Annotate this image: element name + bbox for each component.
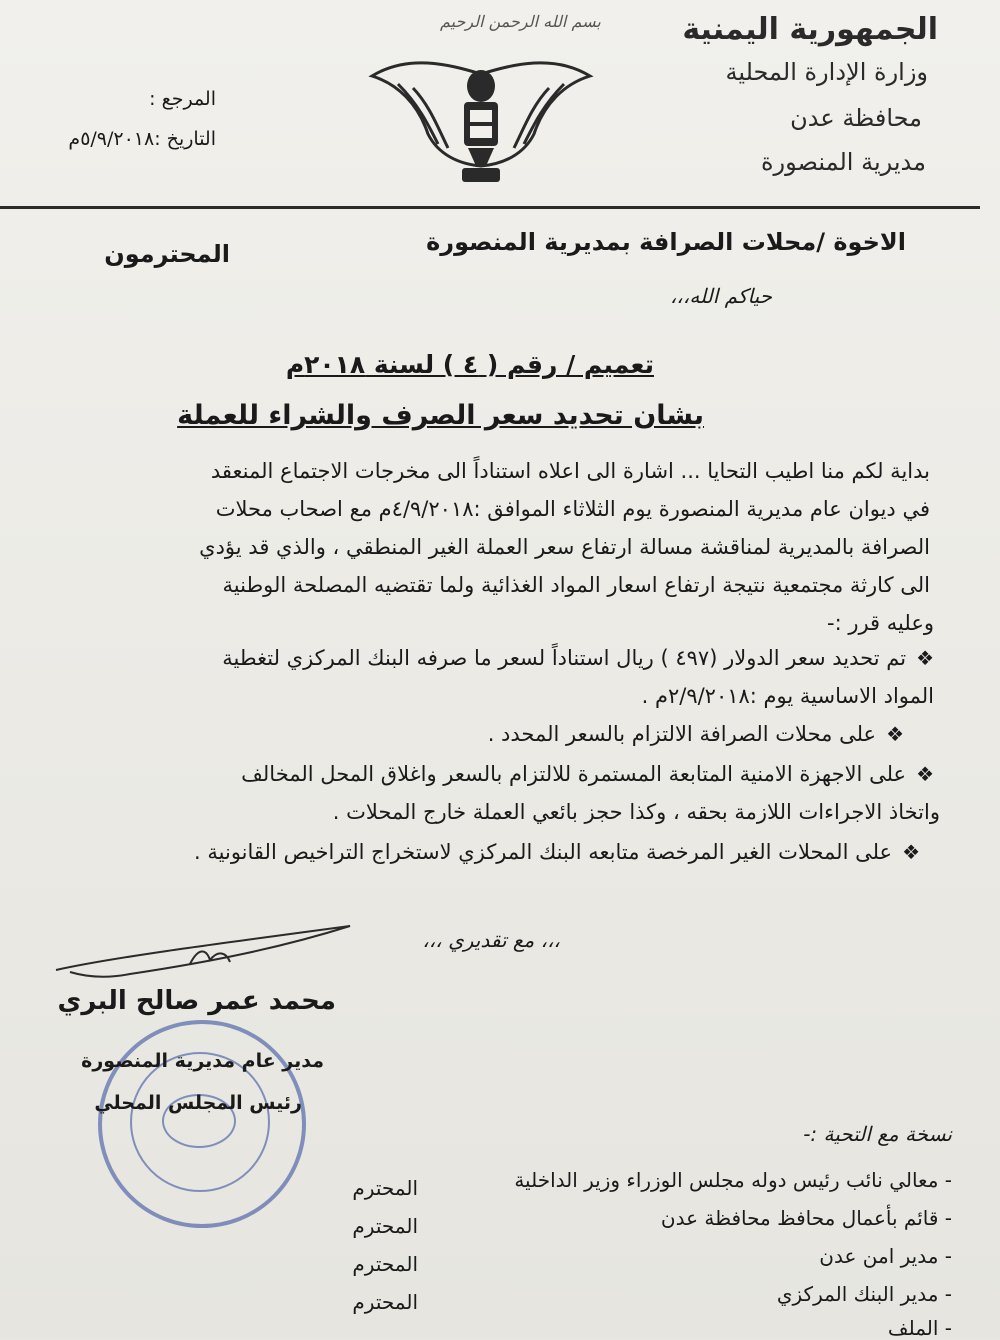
closing: ،،، مع تقديري ،،، bbox=[422, 928, 560, 952]
circular-subject: بشان تحديد سعر الصرف والشراء للعملة bbox=[177, 400, 704, 431]
signatory-title-2: رئيس المجلس المحلي bbox=[94, 1092, 302, 1114]
body-line-5: وعليه قرر :- bbox=[827, 611, 934, 635]
body-line-4: الى كارثة مجتمعية نتيجة ارتفاع اسعار المواد الغذائية ولما تقتضيه المصلحة الوطنية bbox=[222, 573, 930, 597]
district-name: مديرية المنصورة bbox=[760, 148, 926, 176]
bullet-diamond-icon: ❖ bbox=[916, 762, 934, 786]
country-name: الجمهورية اليمنية bbox=[682, 12, 938, 47]
ministry-name: وزارة الإدارة المحلية bbox=[725, 58, 928, 86]
cc-row-2-honorific: المحترم bbox=[352, 1214, 418, 1238]
addressee-honorific: المحترمون bbox=[104, 240, 230, 268]
addressee: الاخوة /محلات الصرافة بمديرية المنصورة bbox=[426, 228, 906, 256]
eagle-emblem-icon bbox=[368, 44, 594, 194]
cc-title: نسخة مع التحية :- bbox=[803, 1122, 952, 1146]
cc-row-2: - قائم بأعمال محافظ محافظة عدن bbox=[660, 1206, 952, 1230]
cc-row-4-honorific: المحترم bbox=[352, 1290, 418, 1314]
bullet-diamond-icon: ❖ bbox=[902, 840, 920, 864]
basmala: بسم الله الرحمن الرحيم bbox=[440, 12, 601, 31]
cc-row-3-honorific: المحترم bbox=[352, 1252, 418, 1276]
decision-1: ❖تم تحديد سعر الدولار (٤٩٧ ) ريال استناداً لسعر ما صرفه البنك المركزي لتغطية bbox=[222, 646, 934, 670]
bullet-diamond-icon: ❖ bbox=[886, 722, 904, 746]
handwritten-signature-icon bbox=[50, 918, 370, 988]
bullet-diamond-icon: ❖ bbox=[916, 646, 934, 670]
cc-row-4: - مدير البنك المركزي bbox=[776, 1282, 952, 1306]
greeting: حياكم الله،،، bbox=[669, 284, 772, 308]
date-label: التاريخ :٥/٩/٢٠١٨م bbox=[68, 128, 216, 150]
header-divider bbox=[0, 206, 980, 209]
body-line-3: الصرافة بالمديرية لمناقشة مسالة ارتفاع سعر العملة الغير المنطقي ، والذي قد يؤدي bbox=[199, 535, 930, 559]
decision-4: ❖على المحلات الغير المرخصة متابعه البنك المركزي لاستخراج التراخيص القانونية . bbox=[194, 840, 920, 864]
decision-2: ❖على محلات الصرافة الالتزام بالسعر المحدد . bbox=[487, 722, 904, 746]
decision-3-cont: واتخاذ الاجراءات اللازمة بحقه ، وكذا حجز بائعي العملة خارج المحلات . bbox=[332, 800, 940, 824]
cc-row-1-honorific: المحترم bbox=[352, 1176, 418, 1200]
circular-title: تعميم / رقم ( ٤ ) لسنة ٢٠١٨م bbox=[285, 350, 654, 379]
cc-row-3: - مدير امن عدن bbox=[819, 1244, 952, 1268]
body-line-2: في ديوان عام مديرية المنصورة يوم الثلاثاء الموافق :٤/٩/٢٠١٨م مع اصحاب محلات bbox=[215, 497, 930, 521]
signatory-title-1: مدير عام مديرية المنصورة bbox=[81, 1050, 324, 1072]
decision-1-cont: المواد الاساسية يوم :٢/٩/٢٠١٨م . bbox=[641, 684, 934, 708]
body-line-1: بداية لكم منا اطيب التحايا ... اشارة الى اعلاه استناداً الى مخرجات الاجتماع المنعقد bbox=[210, 459, 930, 483]
reference-label: المرجع : bbox=[149, 88, 216, 110]
decision-3: ❖على الاجهزة الامنية المتابعة المستمرة للالتزام بالسعر واغلاق المحل المخالف bbox=[241, 762, 934, 786]
signatory-name: محمد عمر صالح البري bbox=[57, 986, 336, 1016]
governorate-name: محافظة عدن bbox=[790, 104, 922, 132]
cc-row-1: - معالي نائب رئيس دوله مجلس الوزراء وزير الداخلية bbox=[514, 1168, 952, 1192]
cc-row-5: - الملف bbox=[887, 1316, 952, 1340]
